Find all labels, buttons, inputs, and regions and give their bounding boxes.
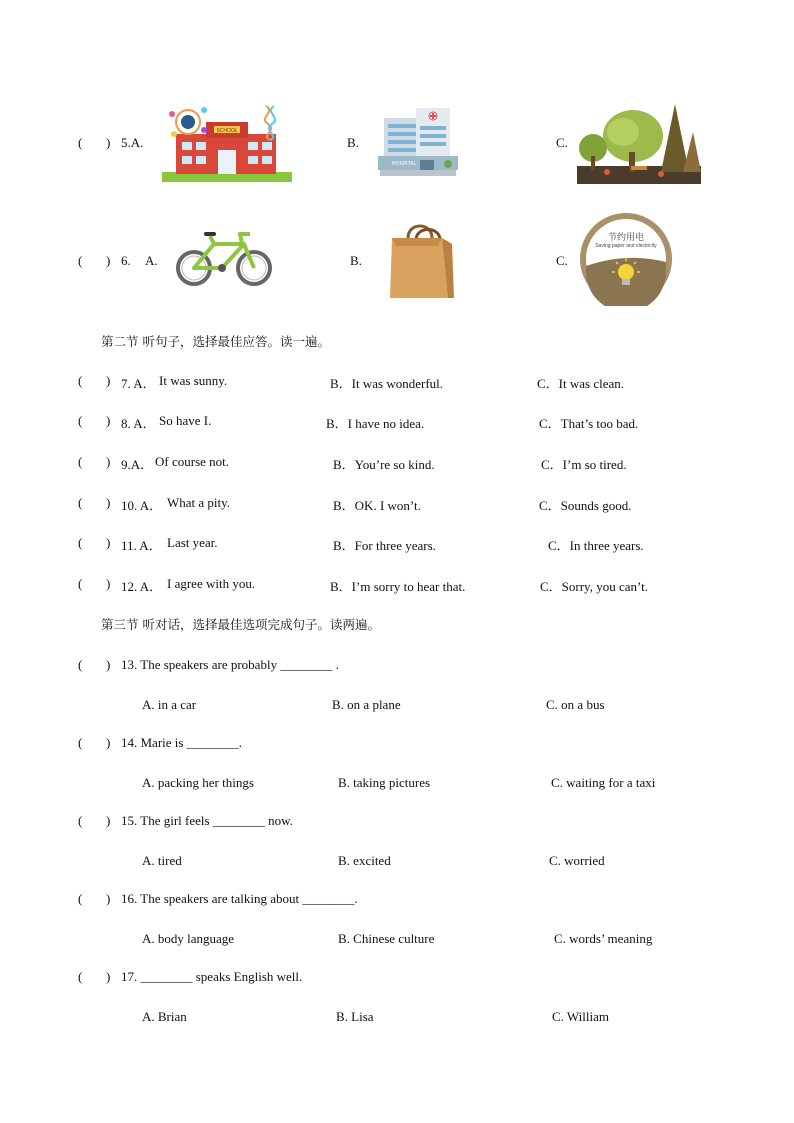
answer-bracket-open: ( (78, 253, 83, 268)
option-c-label: C. (556, 253, 568, 268)
question-number: 11. A． (121, 538, 162, 553)
question-number: 9.A． (121, 457, 154, 472)
answer-bracket-close: ) (106, 253, 111, 268)
option-b-label: B. (347, 135, 359, 150)
hospital-icon (376, 104, 460, 178)
option-c: C. William (552, 1009, 610, 1024)
option-a: A. in a car (142, 697, 197, 712)
question-stem: 14. Marie is ________. (121, 735, 242, 750)
option-b: B．You’re so kind. (333, 457, 435, 472)
question-stem: 16. The speakers are talking about ________. (121, 891, 358, 906)
question-number: 7. A． (121, 376, 156, 391)
answer-bracket-open: ( (78, 813, 83, 828)
option-c: C．In three years. (548, 538, 644, 553)
option-a: A. Brian (142, 1009, 187, 1024)
answer-bracket-open: ( (78, 413, 83, 428)
answer-bracket-open: ( (78, 535, 83, 550)
answer-bracket-close: ) (106, 813, 111, 828)
answer-bracket-open: ( (78, 891, 83, 906)
option-b: B. Chinese culture (338, 931, 435, 946)
question-number: 5.A. (121, 135, 144, 150)
question-number: 6. (121, 253, 131, 268)
question-stem: 13. The speakers are probably ________ . (121, 657, 339, 672)
question-number: 10. A． (121, 498, 163, 513)
option-a-label: A. (145, 253, 158, 268)
option-b: B．OK. I won’t. (333, 498, 421, 513)
option-b: B．I have no idea. (326, 416, 425, 431)
paper-bag-icon (386, 218, 456, 302)
option-c: C．I’m so tired. (541, 457, 627, 472)
option-b: B．I’m sorry to hear that. (330, 579, 466, 594)
option-b: B. Lisa (336, 1009, 374, 1024)
answer-bracket-close: ) (106, 495, 111, 510)
school-sign: SCHOOL (216, 128, 238, 134)
option-a: A. packing her things (142, 775, 254, 790)
answer-bracket-close: ) (106, 535, 111, 550)
answer-bracket-close: ) (106, 969, 111, 984)
answer-bracket-open: ( (78, 373, 83, 388)
bicycle-icon (174, 228, 274, 290)
answer-bracket-open: ( (78, 576, 83, 591)
section-heading: 第二节 听句子，选择最佳应答。读一遍。 (101, 334, 330, 349)
option-a: Last year. (167, 535, 218, 550)
option-a: Of course not. (155, 454, 230, 469)
option-a: So have I. (159, 413, 212, 428)
answer-bracket-open: ( (78, 969, 83, 984)
question-stem: 17. ________ speaks English well. (121, 969, 303, 984)
option-b-label: B. (350, 253, 362, 268)
answer-bracket-close: ) (106, 135, 111, 150)
option-c-label: C. (556, 135, 568, 150)
option-c: C．Sounds good. (539, 498, 632, 513)
question-number: 8. A． (121, 416, 156, 431)
option-a: What a pity. (167, 495, 231, 510)
option-c: C. waiting for a taxi (551, 775, 656, 790)
option-c: C．It was clean. (537, 376, 625, 391)
badge-subtitle: Saving paper and electricity (595, 243, 657, 249)
answer-bracket-open: ( (78, 135, 83, 150)
answer-bracket-close: ) (106, 891, 111, 906)
school-icon (162, 100, 292, 184)
option-c: C．Sorry, you can’t. (540, 579, 648, 594)
option-c: C．That’s too bad. (539, 416, 639, 431)
answer-bracket-open: ( (78, 454, 83, 469)
answer-bracket-close: ) (106, 576, 111, 591)
option-c: C. worried (549, 853, 605, 868)
park-icon (577, 102, 701, 184)
question-number: 12. A． (121, 579, 163, 594)
answer-bracket-close: ) (106, 454, 111, 469)
question-stem: 15. The girl feels ________ now. (121, 813, 293, 828)
option-b: B. excited (338, 853, 391, 868)
option-a: A. tired (142, 853, 182, 868)
option-c: C. on a bus (546, 697, 605, 712)
hospital-sign: HOSPITAL (392, 161, 417, 167)
option-b: B．It was wonderful. (330, 376, 444, 391)
option-a: I agree with you. (167, 576, 256, 591)
option-a: It was sunny. (159, 373, 228, 388)
option-a: A. body language (142, 931, 235, 946)
option-b: B. on a plane (332, 697, 401, 712)
answer-bracket-close: ) (106, 657, 111, 672)
option-b: B. taking pictures (338, 775, 431, 790)
answer-bracket-close: ) (106, 373, 111, 388)
option-c: C. words’ meaning (554, 931, 653, 946)
energy-saving-badge-icon (579, 212, 673, 306)
badge-title: 节约用电 (607, 233, 644, 243)
answer-bracket-close: ) (106, 413, 111, 428)
option-b: B．For three years. (333, 538, 436, 553)
answer-bracket-open: ( (78, 657, 83, 672)
answer-bracket-open: ( (78, 735, 83, 750)
section-heading: 第三节 听对话，选择最佳选项完成句子。读两遍。 (101, 617, 380, 632)
answer-bracket-open: ( (78, 495, 83, 510)
answer-bracket-close: ) (106, 735, 111, 750)
